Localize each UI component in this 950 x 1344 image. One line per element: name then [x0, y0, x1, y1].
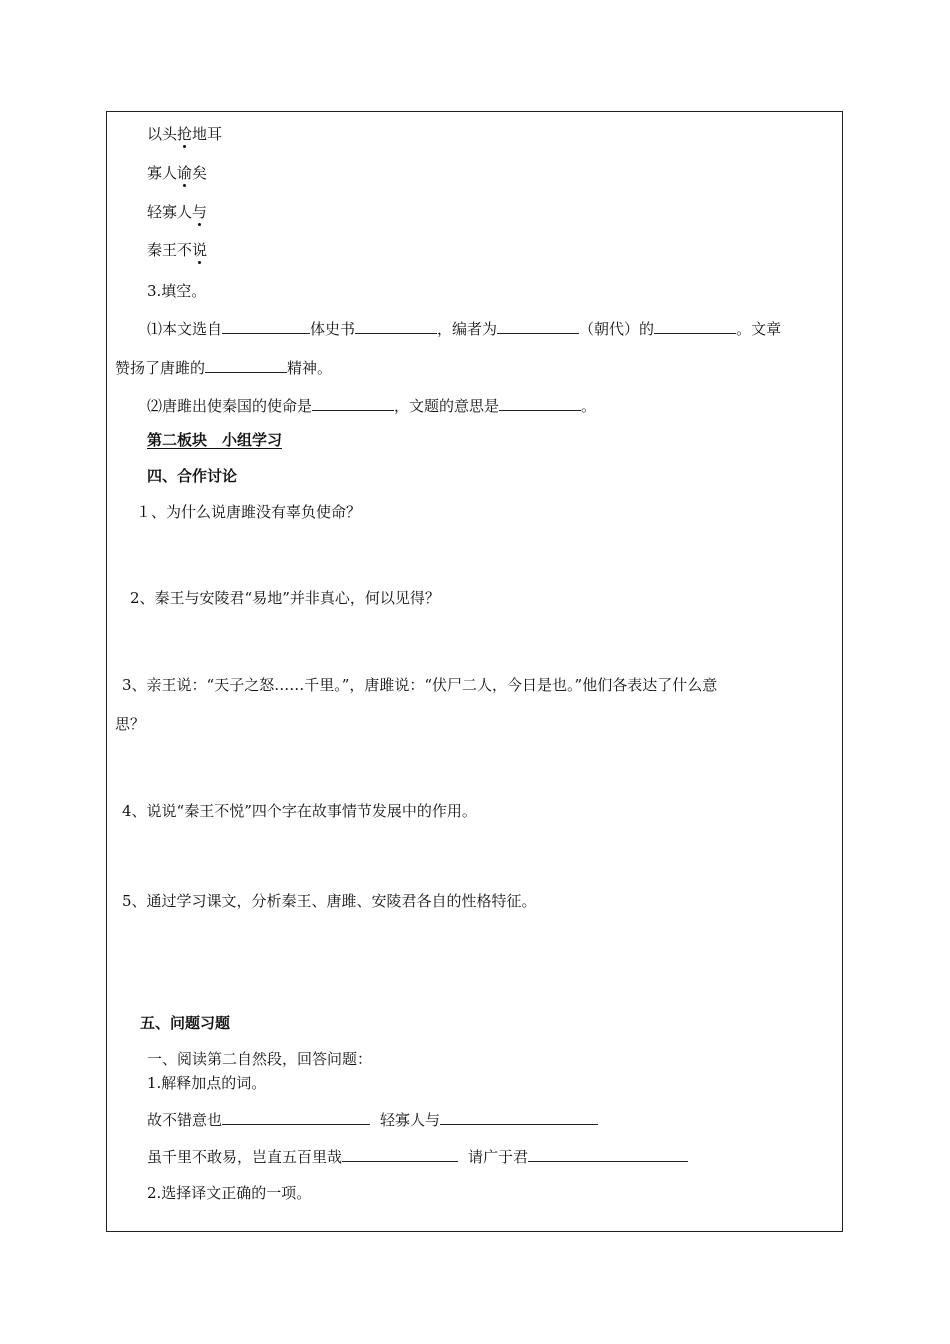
question-text: 精神。	[287, 359, 333, 377]
vocab-text: 秦王不	[147, 241, 193, 259]
vocab-item	[147, 124, 222, 144]
question-text: 。文章	[736, 320, 782, 338]
question-text: ⑵唐雎出使秦国的使命是	[147, 397, 313, 415]
vocab-text: 轻寡人	[147, 203, 193, 221]
question-text: 。	[581, 397, 597, 415]
dotted-char: 抢	[177, 125, 193, 143]
question-text: ⑴本文选自	[147, 320, 223, 338]
discussion-question-5: 5、通过学习课文，分析秦王、唐雎、安陵君各自的性格特征。	[122, 892, 537, 910]
answer-blank[interactable]	[222, 1109, 370, 1125]
discussion-question-2: 2、秦王与安陵君“易地”并非真心，何以见得？	[130, 589, 440, 607]
exercise-row-2	[147, 1146, 688, 1167]
answer-blank[interactable]	[528, 1146, 688, 1162]
question-text: 赞扬了唐雎的	[115, 359, 206, 377]
exercise-row-1	[147, 1109, 598, 1130]
section-heading: 五、问题习题	[140, 1014, 231, 1032]
exercise-item: 虽千里不敢易，岂直五百里哉	[147, 1148, 343, 1166]
question-text: 体史书	[310, 320, 356, 338]
question-text: （朝代）的	[579, 320, 655, 338]
discussion-question-4: 4、说说“秦王不悦”四个字在故事情节发展中的作用。	[122, 802, 477, 820]
exercise-item: 故不错意也	[147, 1111, 223, 1129]
dotted-char: 说	[192, 241, 208, 259]
question-text: ，编者为	[437, 320, 498, 338]
fill-heading: 3.填空。	[147, 282, 207, 300]
discussion-question-3: 3、亲王说：“天子之怒……千里。”，唐雎说：“伏尸二人，今日是也。”他们各表达了什么意	[122, 676, 718, 694]
answer-blank[interactable]	[654, 318, 736, 334]
answer-blank[interactable]	[497, 318, 579, 334]
answer-blank[interactable]	[355, 318, 437, 334]
discussion-question-3-cont: 思？	[115, 715, 146, 733]
discussion-question-1: １、为什么说唐雎没有辜负使命？	[136, 503, 362, 521]
fill-question-1	[147, 318, 781, 339]
fill-question-1-cont	[115, 357, 332, 378]
vocab-text: 寡人	[147, 164, 178, 182]
question-text: ，文题的意思是	[394, 397, 500, 415]
answer-blank[interactable]	[342, 1146, 458, 1162]
vocab-text: 矣	[192, 164, 208, 182]
answer-blank[interactable]	[312, 395, 394, 411]
dotted-char: 谕	[177, 164, 193, 182]
exercise-item: 请广于君	[468, 1148, 529, 1166]
exercise-task-2: 2.选择译文正确的一项。	[147, 1184, 312, 1202]
dotted-char: 与	[192, 203, 208, 221]
vocab-item	[147, 240, 207, 260]
exercise-item: 轻寡人与	[380, 1111, 441, 1129]
vocab-item	[147, 163, 207, 183]
answer-blank[interactable]	[205, 357, 287, 373]
section-title: 第二板块 小组学习	[147, 431, 283, 449]
section-heading: 四、合作讨论	[147, 467, 238, 485]
answer-blank[interactable]	[499, 395, 581, 411]
answer-blank[interactable]	[222, 318, 310, 334]
vocab-item	[147, 202, 207, 222]
fill-question-2	[147, 395, 596, 416]
vocab-text: 以头	[147, 125, 178, 143]
answer-blank[interactable]	[440, 1109, 598, 1125]
exercise-intro: 一、阅读第二自然段，回答问题：	[147, 1050, 373, 1068]
vocab-text: 地耳	[192, 125, 223, 143]
exercise-task-1: 1.解释加点的词。	[147, 1074, 267, 1092]
